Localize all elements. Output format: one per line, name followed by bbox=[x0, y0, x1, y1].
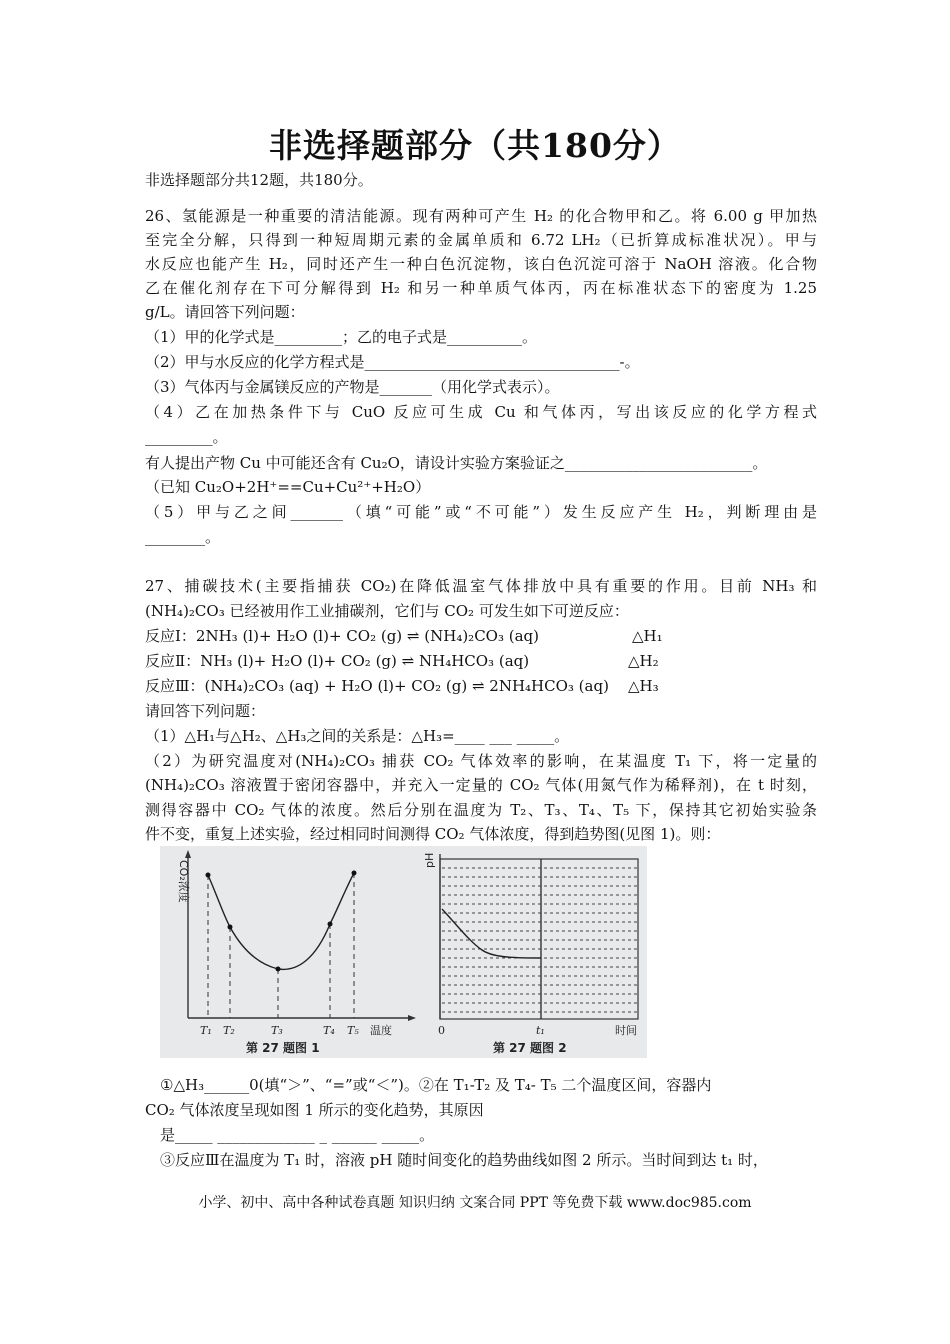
fig1-tick-t5: T₅ bbox=[347, 1024, 359, 1037]
fig2-tick-0: 0 bbox=[438, 1024, 445, 1037]
fig1-tick-t2: T₂ bbox=[223, 1024, 235, 1037]
q26-sub5-line2: ________。 bbox=[145, 528, 221, 546]
q26-sub2: （2）甲与水反应的化学方程式是__________________________________-。 bbox=[145, 353, 640, 371]
fig1-tick-t4: T₄ bbox=[323, 1024, 335, 1037]
q26-line1: 26、氢能源是一种重要的清洁能源。现有两种可产生 H₂ 的化合物甲和乙。将 6.00 g 甲加热 bbox=[145, 207, 817, 225]
q27-sub2-line1: （2）为研究温度对(NH₄)₂CO₃ 捕获 CO₂ 气体效率的影响，在某温度 T₁ 下，将一定量的 bbox=[145, 752, 817, 770]
fig2-tick-t1: t₁ bbox=[536, 1024, 545, 1037]
q26-sub4-note: （已知 Cu₂O+2H⁺==Cu+Cu²⁺+H₂O） bbox=[145, 478, 431, 496]
q26-line3: 水反应也能产生 H₂，同时还产生一种白色沉淀物，该白色沉淀可溶于 NaOH 溶液。化合物 bbox=[145, 255, 817, 273]
q26-sub4-line2: _________。 bbox=[145, 428, 228, 446]
fig2-ph-curve bbox=[442, 909, 541, 958]
fig2-xlabel: 时间 bbox=[615, 1024, 637, 1037]
q27-part1-blank: 是_____ _____________ _ ______ _____。 bbox=[160, 1126, 435, 1144]
fig1-y-arrow bbox=[185, 850, 191, 858]
q27-ask: 请回答下列问题： bbox=[145, 702, 266, 720]
page-title: 非选择题部分（共180分） bbox=[269, 126, 681, 165]
figure-2 bbox=[423, 853, 638, 1055]
q27-part1: ①△H₃______0(填“＞”、“=”或“＜”)。②在 T₁-T₂ 及 T₄- T₅ 二个温度区间，容器内 bbox=[160, 1076, 712, 1094]
q26-sub5-line1: （5）甲与乙之间_______（填“可能”或“不可能”）发生反应产生 H₂，判断理由是 bbox=[145, 503, 817, 521]
reaction-1-enthalpy: △H₁ bbox=[632, 627, 663, 645]
fig2-caption: 第 27 题图 2 bbox=[493, 1041, 567, 1055]
fig1-tick-t1: T₁ bbox=[200, 1024, 212, 1037]
q26-sub1: （1）甲的化学式是_________；乙的电子式是__________。 bbox=[145, 328, 538, 346]
fig2-ylabel: pH bbox=[423, 852, 436, 868]
fig1-point-t5 bbox=[352, 871, 357, 876]
reaction-2-enthalpy: △H₂ bbox=[628, 652, 659, 670]
fig1-point-t2 bbox=[228, 925, 233, 930]
fig1-guides bbox=[208, 873, 354, 1018]
reaction-2: 反应Ⅱ：NH₃ (l)+ H₂O (l)+ CO₂ (g) ⇌ NH₄HCO₃ (aq) bbox=[145, 652, 530, 670]
intro-text: 非选择题部分共12题，共180分。 bbox=[145, 171, 373, 189]
q27-line2: (NH₄)₂CO₃ 已经被用作工业捕碳剂，它们与 CO₂ 可发生如下可逆反应： bbox=[145, 602, 629, 620]
q27-sub1: （1）△H₁与△H₂、△H₃之间的关系是：△H₃=____ ___ _____。 bbox=[145, 727, 570, 745]
fig1-point-t1 bbox=[206, 873, 211, 878]
fig1-x-arrow bbox=[408, 1015, 416, 1021]
figure-1 bbox=[177, 850, 416, 1055]
q27-sub2-line4: 件不变，重复上述实验，经过相同时间测得 CO₂ 气体浓度，得到趋势图(见图 1)。则： bbox=[145, 825, 721, 843]
q26-sub3: （3）气体丙与金属镁反应的产物是_______（用化学式表示）。 bbox=[145, 378, 560, 396]
reaction-3-enthalpy: △H₃ bbox=[628, 677, 659, 695]
q27-line1: 27、捕碳技术(主要指捕获 CO₂)在降低温室气体排放中具有重要的作用。目前 NH₃ 和 bbox=[145, 577, 817, 595]
q26-line2: 至完全分解，只得到一种短周期元素的金属单质和 6.72 LH₂（已折算成标准状况）。甲与 bbox=[145, 231, 817, 249]
footer-text: 小学、初中、高中各种试卷真题 知识归纳 文案合同 PPT 等免费下载 www.doc985.com bbox=[198, 1195, 752, 1211]
fig1-caption: 第 27 题图 1 bbox=[246, 1041, 320, 1055]
q27-part1-cont: CO₂ 气体浓度呈现如图 1 所示的变化趋势，其原因 bbox=[145, 1101, 484, 1119]
fig1-point-t4 bbox=[328, 922, 333, 927]
fig1-tick-t3: T₃ bbox=[271, 1024, 283, 1037]
fig1-ylabel: CO₂浓度 bbox=[177, 860, 190, 903]
q27-sub2-line3: 测得容器中 CO₂ 气体的浓度。然后分别在温度为 T₂、T₃、T₄、T₅ 下，保持其它初始实验条 bbox=[145, 801, 817, 819]
reaction-1: 反应Ⅰ：2NH₃ (l)+ H₂O (l)+ CO₂ (g) ⇌ (NH₄)₂CO₃ (aq) bbox=[145, 627, 539, 645]
fig1-xlabel: 温度 bbox=[370, 1024, 392, 1037]
figure-panel bbox=[160, 846, 647, 1058]
q26-sub4-line3: 有人提出产物 Cu 中可能还含有 Cu₂O，请设计实验方案验证之_________________________。 bbox=[145, 454, 768, 472]
q26-sub4-line1: （4）乙在加热条件下与 CuO 反应可生成 Cu 和气体丙，写出该反应的化学方程式 bbox=[145, 403, 817, 421]
q26-line4: 乙在催化剂存在下可分解得到 H₂ 和另一种单质气体丙，丙在标准状态下的密度为 1.25 bbox=[145, 279, 817, 297]
q26-line5: g/L。请回答下列问题： bbox=[145, 303, 305, 321]
fig1-point-t3 bbox=[276, 967, 281, 972]
q27-part3: ③反应Ⅲ在温度为 T₁ 时，溶液 pH 随时间变化的趋势曲线如图 2 所示。当时间到达 t₁ 时， bbox=[160, 1151, 768, 1169]
reaction-3: 反应Ⅲ：(NH₄)₂CO₃ (aq) + H₂O (l)+ CO₂ (g) ⇌ 2NH₄HCO₃ (aq) bbox=[145, 677, 609, 695]
q27-sub2-line2: (NH₄)₂CO₃ 溶液置于密闭容器中，并充入一定量的 CO₂ 气体(用氮气作为稀释剂)，在 t 时刻， bbox=[145, 776, 817, 794]
